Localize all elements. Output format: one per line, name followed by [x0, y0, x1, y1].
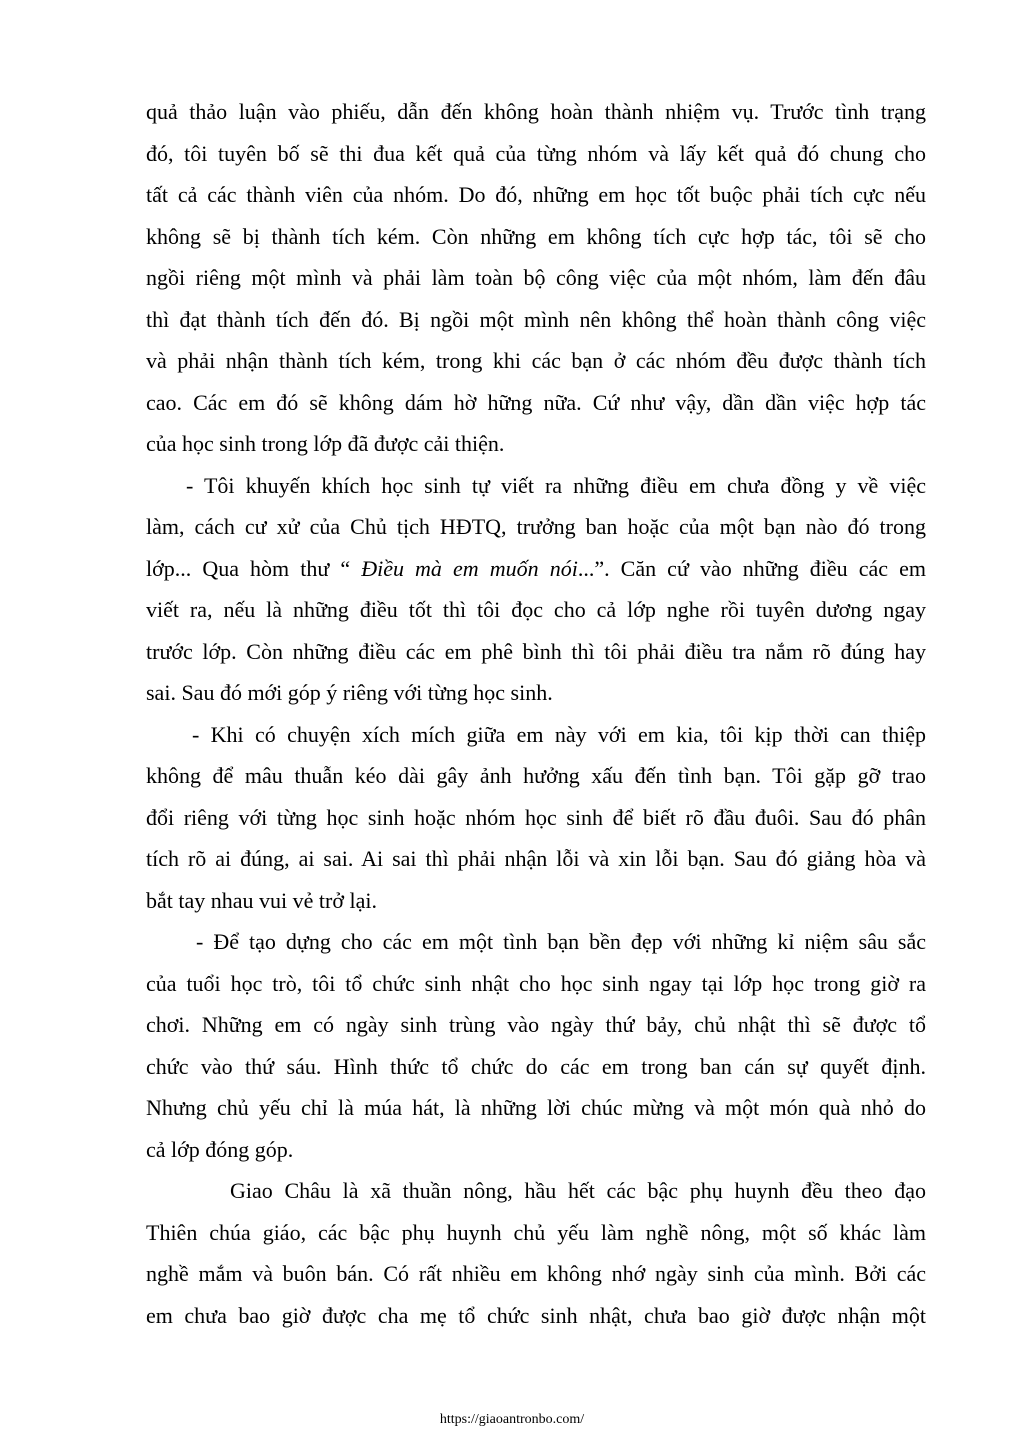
paragraph-line: của tuổi học trò, tôi tổ chức sinh nhật cho học sinh ngay tại lớp học trong giờ ra: [146, 971, 926, 996]
paragraph-line: bắt tay nhau vui vẻ trở lại.: [146, 888, 377, 913]
footer-url[interactable]: https://giaoantronbo.com/: [439, 1412, 585, 1427]
paragraph-line: - Tôi khuyến khích học sinh tự viết ra những điều em chưa đồng y về việc: [186, 473, 926, 498]
paragraph-line: nghề mắm và buôn bán. Có rất nhiều em không nhớ ngày sinh của mình. Bởi các: [146, 1261, 926, 1286]
line-segment: ...”. Căn cứ vào những điều các em: [577, 556, 926, 581]
italic-mailbox-title: Điều mà em muốn nói: [361, 556, 578, 581]
paragraph-line: của học sinh trong lớp đã được cải thiện.: [146, 431, 505, 456]
paragraph-line: cả lớp đóng góp.: [146, 1137, 294, 1162]
paragraph-line: không sẽ bị thành tích kém. Còn những em không tích cực hợp tác, tôi sẽ cho: [146, 224, 926, 249]
paragraph-line: chơi. Những em có ngày sinh trùng vào ngày thứ bảy, chủ nhật thì sẽ được tổ: [146, 1012, 926, 1037]
paragraph-line: Giao Châu là xã thuần nông, hầu hết các bậc phụ huynh đều theo đạo: [230, 1178, 926, 1203]
line-segment: lớp... Qua hòm thư “: [146, 556, 362, 581]
paragraph-line: Thiên chúa giáo, các bậc phụ huynh chủ yếu làm nghề nông, một số khác làm: [146, 1220, 926, 1245]
paragraph-line: - Khi có chuyện xích mích giữa em này với em kia, tôi kịp thời can thiệp: [192, 722, 926, 747]
paragraph-line: em chưa bao giờ được cha mẹ tổ chức sinh nhật, chưa bao giờ được nhận một: [146, 1303, 926, 1328]
paragraph-line: sai. Sau đó mới góp ý riêng với từng học sinh.: [146, 680, 553, 705]
paragraph-line: tích rõ ai đúng, ai sai. Ai sai thì phải nhận lỗi và xin lỗi bạn. Sau đó giảng hòa và: [146, 846, 926, 871]
paragraph-line: trước lớp. Còn những điều các em phê bình thì tôi phải điều tra nắm rõ đúng hay: [146, 639, 926, 664]
paragraph-line: [146, 556, 926, 582]
paragraph-line: viết ra, nếu là những điều tốt thì tôi đọc cho cả lớp nghe rồi tuyên dương ngay: [146, 597, 926, 622]
paragraph-line: thì đạt thành tích đến đó. Bị ngồi một mình nên không thể hoàn thành công việc: [146, 307, 926, 332]
paragraph-line: không để mâu thuẫn kéo dài gây ảnh hưởng xấu đến tình bạn. Tôi gặp gỡ trao: [146, 763, 926, 788]
paragraph-line: đổi riêng với từng học sinh hoặc nhóm học sinh để biết rõ đầu đuôi. Sau đó phân: [146, 805, 926, 830]
paragraph-line: đó, tôi tuyên bố sẽ thi đua kết quả của từng nhóm và lấy kết quả đó chung cho: [146, 141, 926, 166]
paragraph-line: và phải nhận thành tích kém, trong khi các bạn ở các nhóm đều được thành tích: [146, 348, 926, 373]
paragraph-line: Nhưng chủ yếu chỉ là múa hát, là những lời chúc mừng và một món quà nhỏ do: [146, 1095, 926, 1120]
paragraph-line: ngồi riêng một mình và phải làm toàn bộ công việc của một nhóm, làm đến đâu: [146, 265, 926, 290]
paragraph-line: tất cả các thành viên của nhóm. Do đó, những em học tốt buộc phải tích cực nếu: [146, 182, 926, 207]
paragraph-line: chức vào thứ sáu. Hình thức tổ chức do các em trong ban cán sự quyết định.: [146, 1054, 926, 1079]
paragraph-line: quả thảo luận vào phiếu, dẫn đến không hoàn thành nhiệm vụ. Trước tình trạng: [146, 99, 926, 124]
paragraph-line: - Để tạo dựng cho các em một tình bạn bền đẹp với những kỉ niệm sâu sắc: [196, 929, 926, 954]
paragraph-line: cao. Các em đó sẽ không dám hờ hững nữa. Cứ như vậy, dần dần việc hợp tác: [146, 390, 926, 415]
paragraph-line: làm, cách cư xử của Chủ tịch HĐTQ, trưởng ban hoặc của một bạn nào đó trong: [146, 514, 926, 539]
